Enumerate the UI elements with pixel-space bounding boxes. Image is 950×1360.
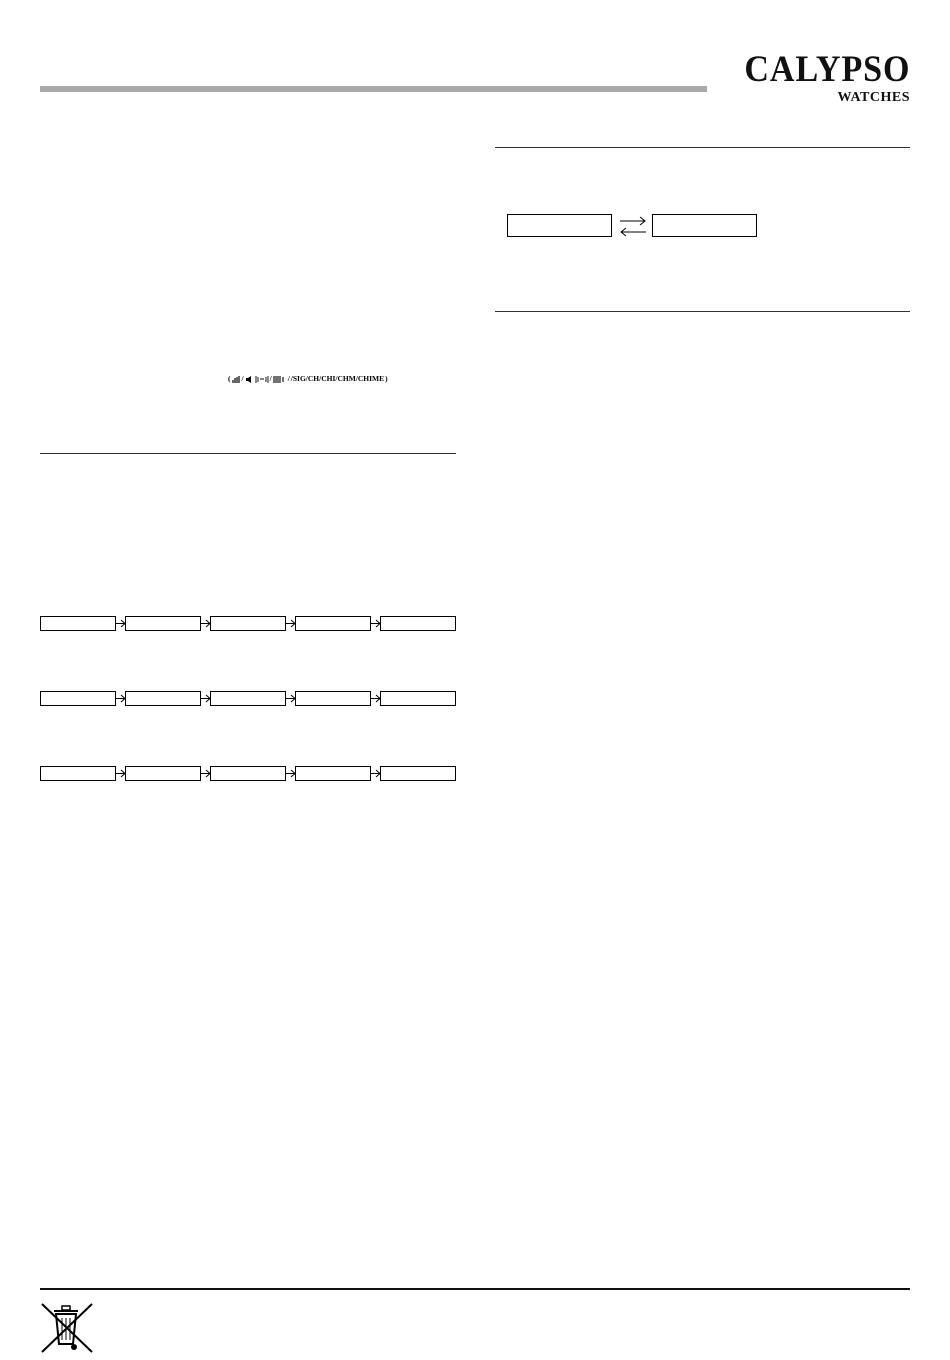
symbol-sep-2: / (269, 374, 272, 383)
open-paren: ( (228, 374, 231, 383)
speaker-icon (245, 375, 254, 384)
brand-logo-sub: WATCHES (837, 90, 910, 105)
flow-box (380, 691, 456, 706)
flow-box (210, 691, 286, 706)
flow-box (125, 616, 201, 631)
flow-box (40, 766, 116, 781)
section-rule-right-top (495, 147, 910, 148)
flow-box (295, 691, 371, 706)
flow-row-3 (40, 766, 456, 781)
section-rule-right-bottom (495, 311, 910, 312)
toggle-arrows-icon (618, 214, 648, 238)
flow-box (125, 766, 201, 781)
flow-box (40, 691, 116, 706)
mode-box-b (652, 214, 757, 237)
flow-box (380, 766, 456, 781)
flow-box (210, 766, 286, 781)
footer-rule (40, 1288, 910, 1290)
close-paren: ) (385, 374, 388, 383)
header-bar (40, 86, 707, 92)
flow-box (380, 616, 456, 631)
symbol-sep-1: / (241, 374, 244, 383)
mode-box-a (507, 214, 612, 237)
symbol-sep-3: / (287, 374, 290, 383)
flow-box (210, 616, 286, 631)
flow-box (40, 616, 116, 631)
vibration-icon (255, 375, 269, 384)
brand-logo-name: CALYPSO (744, 49, 910, 90)
flow-box (295, 766, 371, 781)
flow-row-1 (40, 616, 456, 631)
flow-box (125, 691, 201, 706)
flow-box (295, 616, 371, 631)
symbol-text: /SIG/CH/CHI/CHM/CHIME (290, 374, 385, 383)
bars-icon (273, 375, 287, 384)
section-rule-left (40, 453, 456, 454)
crossed-out-bin-icon (40, 1302, 94, 1354)
flow-row-2 (40, 691, 456, 706)
alarm-symbol-row (228, 373, 388, 385)
signal-icon (232, 375, 241, 384)
